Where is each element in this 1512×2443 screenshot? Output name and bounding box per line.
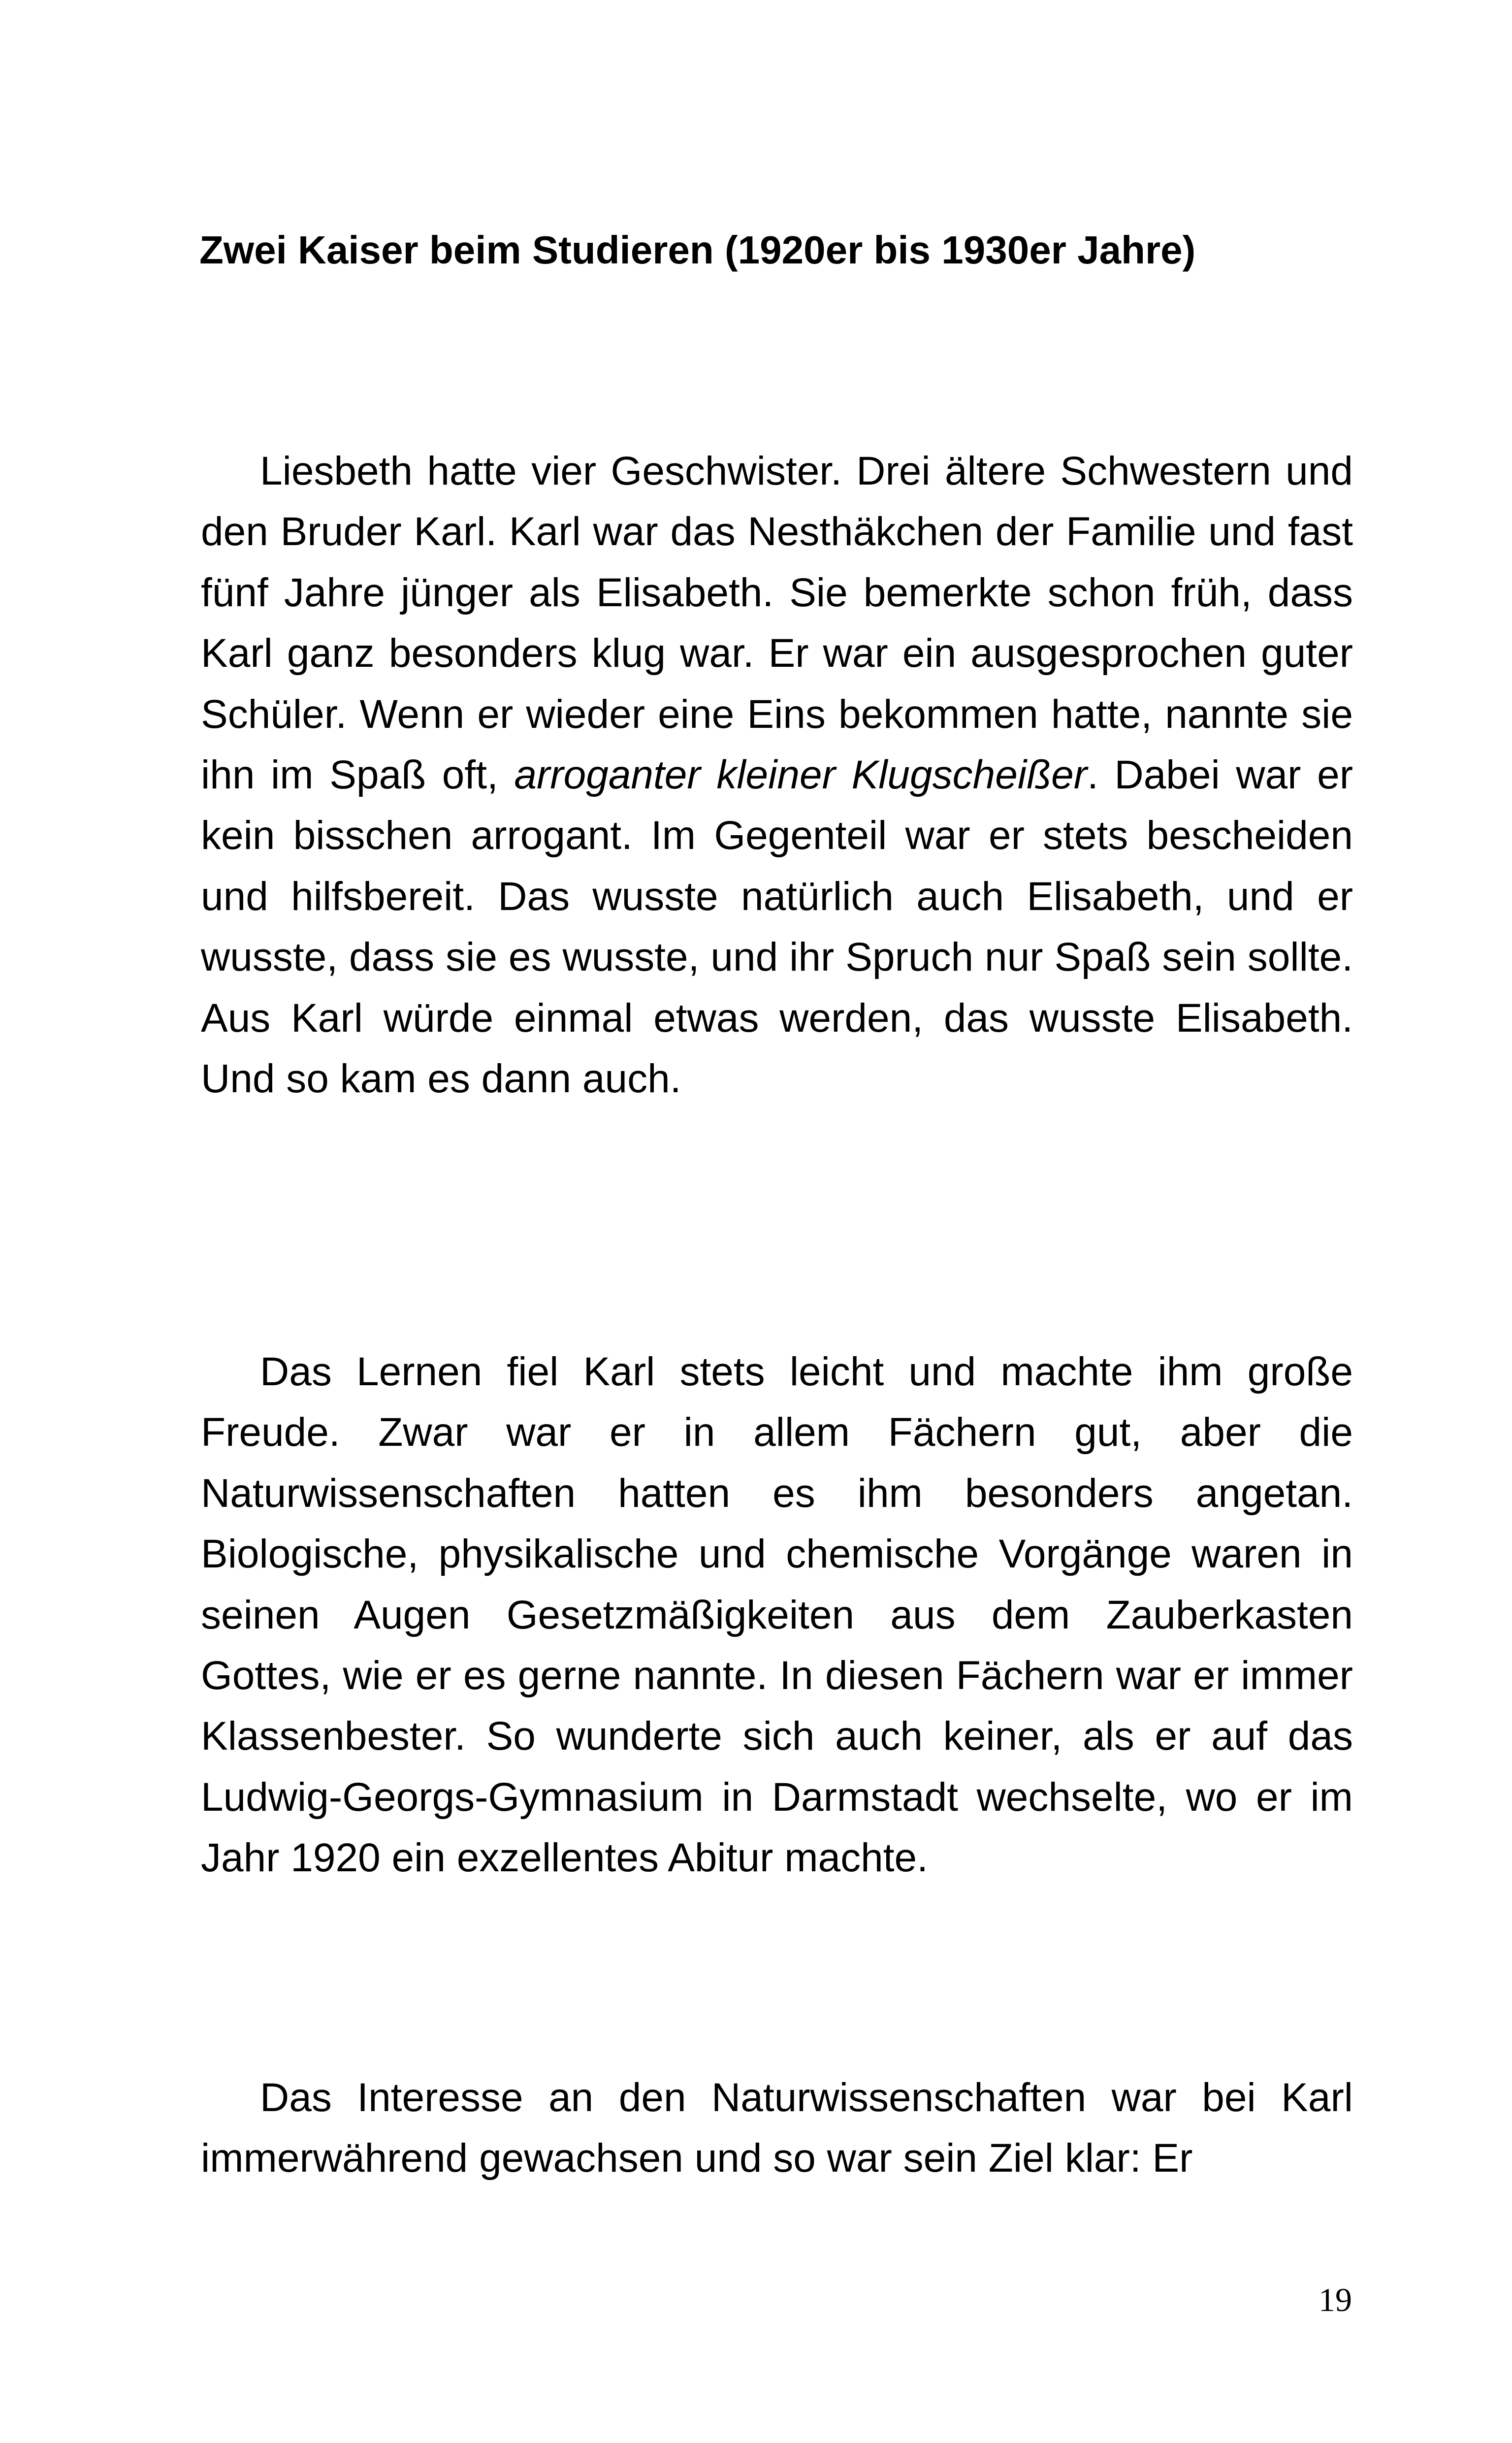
page-number: 19 (1319, 2281, 1352, 2318)
paragraph-1-text-end: . Dabei war er kein bisschen arrogant. Im Gegenteil war er stets bescheiden und hilfsbereit. Das wusste natürlich auch Elisabeth, und er wusste, dass sie es wusste, und ihr Spruch nur Spaß sein sollte. Aus Karl würde einmal etwas werden, das wusste Elisabeth. Und so kam es dann auch. (201, 752, 1353, 1102)
paragraph-1-italic-phrase: arroganter kleiner Klugscheißer (514, 752, 1088, 798)
paragraph-3: Das Interesse an den Naturwissenschaften war bei Karl immerwährend gewachsen und so war sein Ziel klar: Er (201, 2075, 1353, 2181)
chapter-heading: Zwei Kaiser beim Studieren (1920er bis 1930er Jahre) (199, 228, 1196, 272)
paragraph-2: Das Lernen fiel Karl stets leicht und machte ihm große Freude. Zwar war er in allem Fächern gut, aber die Naturwissenschaften hatten es ihm besonders angetan. Biologische, physikalische und chemische Vorgänge waren in seinen Augen Gesetzmäßigkeiten aus dem Zauberkasten Gottes, wie er es gerne nannte. In diesen Fächern war er immer Klassenbester. So wunderte sich auch keiner, als er auf das Ludwig-Georgs-Gymnasium in Darmstadt wechselte, wo er im Jahr 1920 ein exzellentes Abitur machte. (201, 1349, 1353, 1881)
paragraph-1-text-start: Liesbeth hatte vier Geschwister. Drei ältere Schwestern und den Bruder Karl. Karl war das Nesthäkchen der Familie und fast fünf Jahre jünger als Elisabeth. Sie bemerkte schon früh, dass Karl ganz besonders klug war. Er war ein ausgesprochen guter Schüler. Wenn er wieder eine Eins bekommen hatte, nannte sie ihn im Spaß oft, (201, 449, 1353, 798)
paragraph-1 (201, 441, 1353, 1109)
